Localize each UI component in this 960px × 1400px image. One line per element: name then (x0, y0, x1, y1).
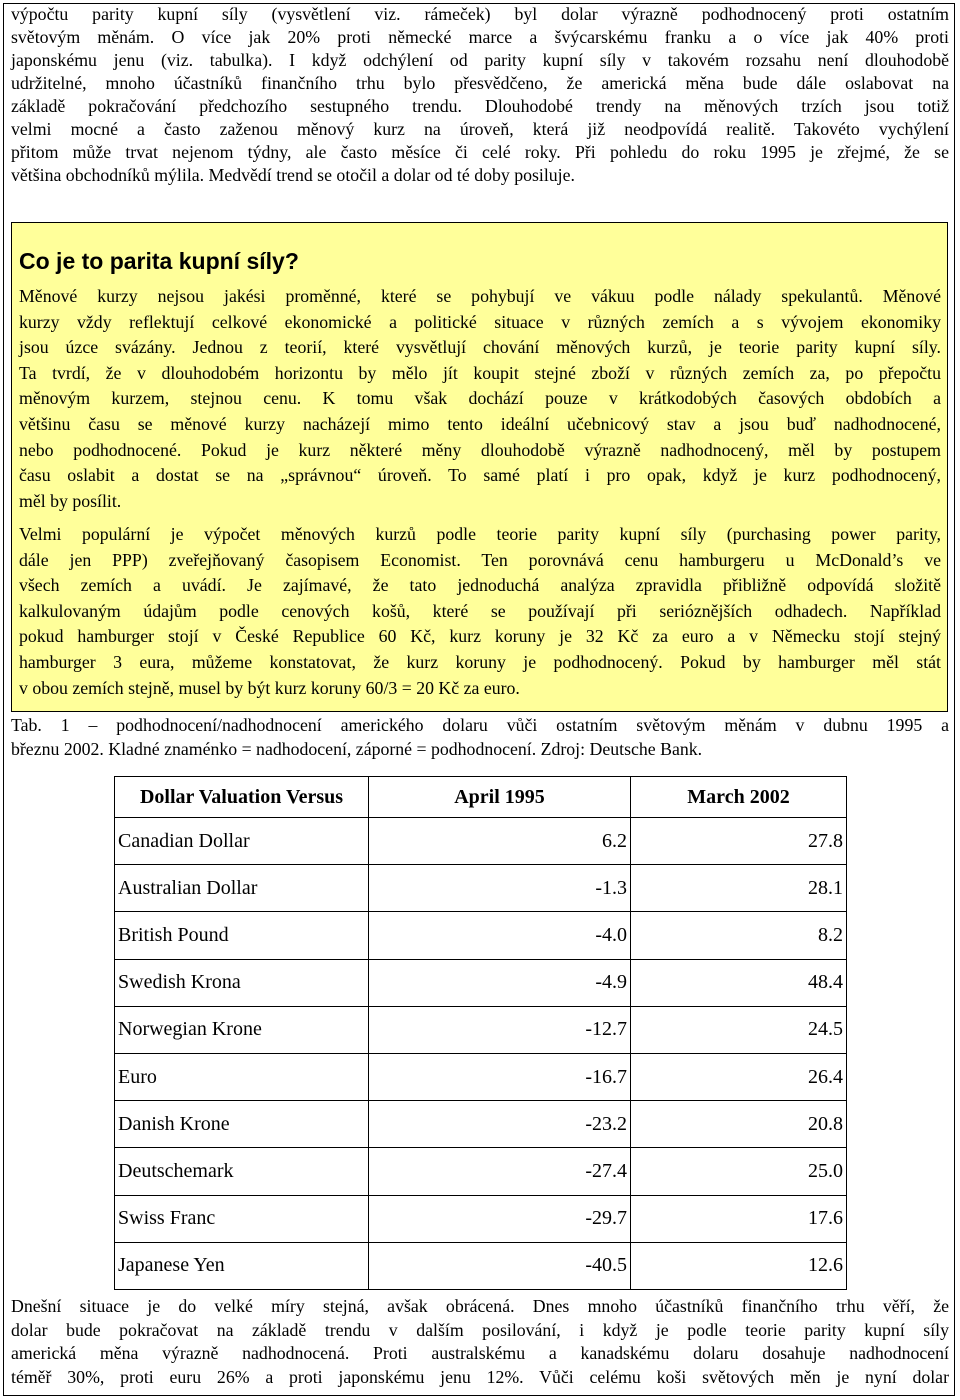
march-2002-cell: 20.8 (631, 1101, 847, 1148)
march-2002-cell: 8.2 (631, 912, 847, 959)
header-currency: Dollar Valuation Versus (115, 777, 369, 818)
info-box-paragraph-2 (19, 522, 941, 701)
text-line: kalkulovaným údajům podle cenových košů, které se používají při serióznějších odhadech. Například (19, 600, 941, 621)
currency-cell: Euro (115, 1053, 369, 1100)
table-header-row (115, 777, 847, 818)
table-row (115, 818, 847, 865)
table-row (115, 959, 847, 1006)
text-line: nebo podhodnocené. Pokud je kurz některé měny dlouhodobě výrazně nadhodnocený, měl by postupem (19, 439, 941, 460)
text-line: téměř 30%, proti euru 26% a proti japonskému jenu 12%. Vůči celému koši světových měn je nyní dolar (11, 1366, 949, 1387)
currency-cell: British Pound (115, 912, 369, 959)
text-line: Tab. 1 – podhodnocení/nadhodnocení amerického dolaru vůči ostatním světovým měnám v dubnu 1995 a (11, 715, 949, 735)
text-line: kurzy vždy reflektují celkové ekonomické a politické situace v různých zemích a s vývojem ekonomiky (19, 311, 941, 332)
text-line: americká měna výrazně nadhodnocená. Proti australskému a kanadskému dolaru dosahuje nadhodnocení (11, 1343, 949, 1363)
table-caption (11, 713, 949, 761)
closing-paragraph (11, 1295, 949, 1389)
text-line: měnovým kurzem, stejnou cenu. K tomu však dochází pouze v krátkodobých časových obdobích a (19, 388, 941, 409)
text-line: výpočtu parity kupní síly (vysvětlení viz. rámeček) byl dolar výrazně podhodnocený proti ostatním (11, 4, 949, 24)
table-row (115, 1195, 847, 1242)
currency-cell: Japanese Yen (115, 1242, 369, 1289)
text-line: Měnové kurzy nejsou jakési proměnné, které se pohybují ve vákuu podle nálady spekulantů. Měnové (19, 286, 941, 306)
april-1995-cell: -27.4 (369, 1148, 631, 1195)
dollar-valuation-table (114, 776, 847, 1290)
currency-cell: Danish Krone (115, 1101, 369, 1148)
currency-cell: Swiss Franc (115, 1195, 369, 1242)
march-2002-cell: 24.5 (631, 1006, 847, 1053)
currency-cell: Australian Dollar (115, 865, 369, 912)
currency-cell: Canadian Dollar (115, 818, 369, 865)
table-row (115, 1148, 847, 1195)
text-line: jsou úzce svázány. Jednou z teorií, které vysvětlují chování měnových kurzů, je teorie parity kupní síly. (19, 337, 941, 358)
april-1995-cell: -29.7 (369, 1195, 631, 1242)
text-line: Ta tvrdí, že v dlouhodobém horizontu by mělo jít koupit stejné zboží v různých zemích za, po přepočtu (19, 362, 941, 383)
info-box-ppp (11, 222, 948, 712)
text-line: pokud hamburger stojí v České Republice 60 Kč, kurz koruny je 32 Kč za euro a v Německu stojí stejný (19, 626, 941, 647)
text-line: většina obchodníků mýlila. Medvědí trend se otočil a dolar od té doby posiluje. (11, 165, 575, 185)
march-2002-cell: 26.4 (631, 1053, 847, 1100)
april-1995-cell: -12.7 (369, 1006, 631, 1053)
text-line: času oslabit a dostat se na „správnou“ úroveň. To samé platí i pro opak, když je kurz podhodnocený, (19, 465, 941, 486)
text-line: měl by posílit. (19, 490, 122, 511)
march-2002-cell: 17.6 (631, 1195, 847, 1242)
text-line: japonskému jenu (viz. tabulka). I když odchýlení od parity kupní síly v takovém rozsahu není dlouhodobě (11, 50, 949, 70)
april-1995-cell: -1.3 (369, 865, 631, 912)
table-row (115, 1006, 847, 1053)
text-line: hamburger 3 eura, můžeme konstatovat, že kurz koruny je podhodnocený. Pokud by hamburger měl stát (19, 651, 941, 672)
march-2002-cell: 25.0 (631, 1148, 847, 1195)
header-march-2002: March 2002 (631, 777, 847, 818)
text-line: přitom může trvat nejenom týdny, ale často měsíce či celé roky. Při pohledu do roku 1995 je zřejmé, že se (11, 142, 949, 162)
currency-cell: Swedish Krona (115, 959, 369, 1006)
text-line: všech zemích a uvádí. Je zajímavé, že tato jednoduchá analýza zpravidla přibližně odpovídá složitě (19, 575, 941, 596)
info-box-paragraph-1 (19, 284, 941, 514)
text-line: v obou zemích stejně, musel by být kurz koruny 60/3 = 20 Kč za euro. (19, 677, 520, 698)
april-1995-cell: 6.2 (369, 818, 631, 865)
intro-paragraph (11, 3, 949, 187)
march-2002-cell: 27.8 (631, 818, 847, 865)
table-row (115, 912, 847, 959)
currency-cell: Norwegian Krone (115, 1006, 369, 1053)
march-2002-cell: 48.4 (631, 959, 847, 1006)
text-line: Dnešní situace je do velké míry stejná, avšak obrácená. Dnes mnoho účastníků finančního trhu věří, že (11, 1296, 949, 1316)
april-1995-cell: -16.7 (369, 1053, 631, 1100)
info-box-title: Co je to parita kupní síly? (19, 248, 299, 274)
text-line: velmi mocné a často zaženou měnový kurz na úroveň, která již neodpovídá realitě. Takovéto vychýlení (11, 119, 949, 139)
text-line: březnu 2002. Kladné znaménko = nadhodocení, záporné = podhodnocení. Zdroj: Deutsche Bank. (11, 739, 703, 759)
april-1995-cell: -4.0 (369, 912, 631, 959)
header-april-1995: April 1995 (369, 777, 631, 818)
text-line: dolar bude pokračovat na základě trendu v dalším posilování, i když je podle teorie parity kupní síly (11, 1319, 949, 1340)
table-row (115, 1053, 847, 1100)
text-line: většinu času se měnové kurzy nacházejí mimo tento ideální učebnicový stav a jsou buď nadhodnocené, (19, 413, 941, 434)
april-1995-cell: -23.2 (369, 1101, 631, 1148)
text-line: Velmi populární je výpočet měnových kurzů podle teorie parity kupní síly (purchasing power parity, (19, 524, 941, 544)
text-line: dále jen PPP) zveřejňovaný časopisem Economist. Ten porovnává cenu hamburgeru u McDonald’s ve (19, 549, 941, 570)
table-row (115, 1242, 847, 1289)
april-1995-cell: -40.5 (369, 1242, 631, 1289)
march-2002-cell: 28.1 (631, 865, 847, 912)
currency-cell: Deutschemark (115, 1148, 369, 1195)
text-line: udržitelné, mnoho účastníků finančního trhu bylo přesvědčeno, že americká měna bude dále oslabovat na (11, 73, 949, 93)
table-row (115, 1101, 847, 1148)
april-1995-cell: -4.9 (369, 959, 631, 1006)
text-line: světovým měnám. O více jak 20% proti německé marce a švýcarskému franku a o více jak 40% proti (11, 27, 949, 47)
table-row (115, 865, 847, 912)
text-line: základě pokračování předchozího sestupného trendu. Dlouhodobé trendy na měnových trzích jsou totiž (11, 96, 949, 116)
table-body (115, 818, 847, 1290)
march-2002-cell: 12.6 (631, 1242, 847, 1289)
